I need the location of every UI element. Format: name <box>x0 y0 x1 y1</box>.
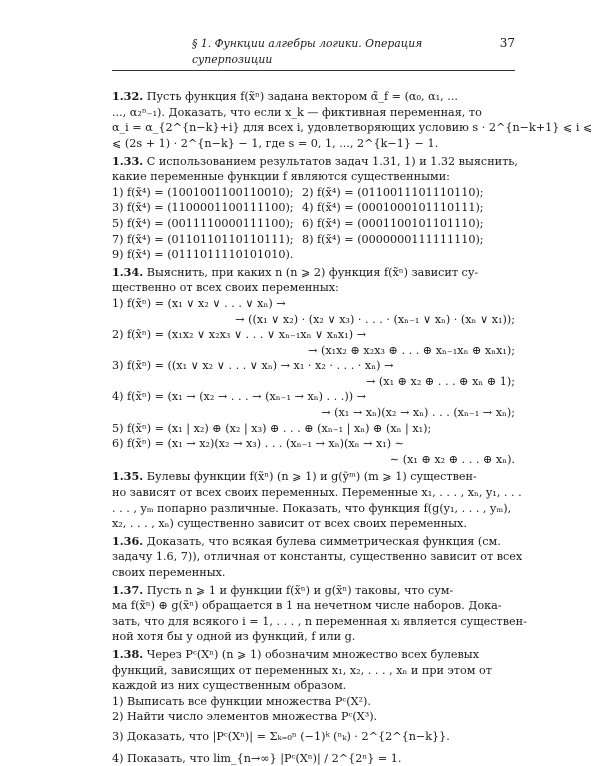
problem-1-33 <box>112 153 518 263</box>
formula-line: 3) f(x̃ⁿ) = ((x₁ ∨ x₂ ∨ . . . ∨ xₙ) → x₁ · x₂ · . . . · xₙ) → <box>112 359 394 373</box>
problem-1-35 <box>112 469 522 531</box>
list-item: 8) f(x̃⁴) = (0000000111111110); <box>302 232 484 246</box>
problem-number: 1.38. <box>112 646 144 661</box>
item-row <box>112 185 515 201</box>
problem-line <box>112 265 515 281</box>
formula-line: → (x₁ ⊕ x₂ ⊕ . . . ⊕ xₙ ⊕ 1); <box>365 374 515 388</box>
list-item: 5) f(x̃⁴) = (0011110000111100); <box>112 216 294 230</box>
list-item: 1) f(x̃⁴) = (1001001100110010); <box>112 185 294 199</box>
item-row <box>112 247 515 263</box>
problem-1-38 <box>112 647 515 766</box>
problem-line: но зависят от всех своих переменных. Переменные x₁, . . . , xₙ, y₁, . . . <box>112 486 522 500</box>
problem-line: задачу 1.6, 7)), отличная от константы, существенно зависит от всех <box>112 550 523 564</box>
problem-line <box>112 153 518 170</box>
problem-number: 1.32. <box>112 89 144 104</box>
problem-1-36 <box>112 533 523 581</box>
formula-line: 5) f(x̃ⁿ) = (x₁ | x₂) ⊕ (x₂ | x₃) ⊕ . . . ⊕ (xₙ₋₁ | xₙ) ⊕ (xₙ | x₁); <box>112 421 432 435</box>
problem-text: С использованием результатов задач 1.31, 1) и 1.32 выяснить, <box>146 154 518 168</box>
formula-line: 4) f(x̃ⁿ) = (x₁ → (x₂ → . . . → (xₙ₋₁ → xₙ) . . .)) → <box>112 390 367 404</box>
list-item: 9) f(x̃⁴) = (0111011110101010). <box>112 248 294 262</box>
problem-line: функций, зависящих от переменных x₁, x₂, . . . , xₙ и при этом от <box>112 663 492 677</box>
formula-line: → (x₁ → xₙ)(x₂ → xₙ) . . . (xₙ₋₁ → xₙ); <box>321 406 515 420</box>
list-item: 2) f(x̃⁴) = (0110011101110110); <box>302 185 484 199</box>
problem-text: Доказать, что всякая булева симметрическая функция (см. <box>146 534 501 548</box>
item-row <box>112 216 515 232</box>
problem-line: . . . , yₘ попарно различные. Показать, что функция f(g(y₁, . . . , yₘ), <box>112 501 512 515</box>
item-row <box>112 232 515 248</box>
item-row <box>112 200 515 216</box>
problem-number: 1.33. <box>112 153 144 168</box>
problem-text: Через Pᶜ(Xⁿ) (n ⩾ 1) обозначим множество всех булевых <box>146 647 480 661</box>
problem-number: 1.36. <box>112 533 144 548</box>
problem-1-37 <box>112 582 527 645</box>
problem-text: Пусть n ⩾ 1 и функции f(x̃ⁿ) и g(x̃ⁿ) таковы, что сум- <box>146 583 454 597</box>
list-item: 4) f(x̃⁴) = (0001000101110111); <box>302 201 484 215</box>
formula-line: 6) f(x̃ⁿ) = (x₁ → x₂)(x₂ → x₃) . . . (xₙ₋₁ → xₙ)(xₙ → x₁) ∼ <box>112 437 405 451</box>
problem-line: ..., α₂ⁿ₋₁). Доказать, что если x_k — фиктивная переменная, то <box>112 105 482 119</box>
problem-number: 1.34. <box>112 264 144 279</box>
formula-line: 1) f(x̃ⁿ) = (x₁ ∨ x₂ ∨ . . . ∨ xₙ) → <box>112 296 286 310</box>
problem-line: каждой из них существенным образом. <box>112 679 347 693</box>
problem-number: 1.37. <box>112 582 144 597</box>
header-title: § 1. Функции алгебры логики. Операция суперпозиции <box>192 37 423 66</box>
list-item: 2) Найти число элементов множества Pᶜ(X³). <box>112 710 378 724</box>
problem-line: щественно от всех своих переменных: <box>112 281 339 295</box>
problem-line: ма f(x̃ⁿ) ⊕ g(x̃ⁿ) обращается в 1 на нечетном числе наборов. Дока- <box>112 599 502 613</box>
formula-line: 2) f(x̃ⁿ) = (x₁x₂ ∨ x₂x₃ ∨ . . . ∨ xₙ₋₁xₙ ∨ xₙx₁) → <box>112 328 366 342</box>
problem-line <box>112 583 515 599</box>
page-number: 37 <box>499 36 515 50</box>
problem-line: какие переменные функции f являются существенными: <box>112 170 450 184</box>
list-item: 6) f(x̃⁴) = (0001100101101110); <box>302 216 484 230</box>
list-item: 4) Показать, что lim_{n→∞} |Pᶜ(Xⁿ)| / 2^{2ⁿ} = 1. <box>112 751 402 765</box>
formula-line: ∼ (x₁ ⊕ x₂ ⊕ . . . ⊕ xₙ). <box>389 452 515 466</box>
problem-line: x₂, . . . , xₙ) существенно зависит от всех своих переменных. <box>112 517 467 531</box>
problem-line: ной хотя бы у одной из функций, f или g. <box>112 630 356 644</box>
problem-line <box>112 469 515 485</box>
running-header <box>112 36 515 71</box>
problem-line: зать, что для всякого i = 1, . . . , n переменная xᵢ является существен- <box>112 614 527 628</box>
problem-1-32 <box>112 89 593 151</box>
formula-line: → (x₁x₂ ⊕ x₂x₃ ⊕ . . . ⊕ xₙ₋₁xₙ ⊕ xₙx₁); <box>308 343 515 357</box>
problem-line <box>112 89 515 105</box>
list-item: 1) Выписать все функции множества Pᶜ(X²). <box>112 694 371 708</box>
problem-line: ⩽ (2s + 1) · 2^{n−k} − 1, где s = 0, 1, ..., 2^{k−1} − 1. <box>112 136 439 150</box>
formula-line: → ((x₁ ∨ x₂) · (x₂ ∨ x₃) · . . . · (xₙ₋₁ ∨ xₙ) · (xₙ ∨ x₁)); <box>235 312 515 326</box>
list-item: 3) f(x̃⁴) = (1100001100111100); <box>112 201 294 215</box>
list-item: 7) f(x̃⁴) = (0110110110110111); <box>112 232 294 246</box>
problem-text: Выяснить, при каких n (n ⩾ 2) функция f(x̃ⁿ) зависит су- <box>146 265 479 279</box>
problem-number: 1.35. <box>112 469 144 484</box>
problem-1-34 <box>112 265 515 468</box>
problem-line: α_i = α_{2^{n−k}+i} для всех i, удовлетворяющих условию s · 2^{n−k+1} ⩽ i ⩽ <box>112 121 593 135</box>
list-item: 3) Доказать, что |Pᶜ(Xⁿ)| = Σₖ₌₀ⁿ (−1)ᵏ (ⁿₖ) · 2^{2^{n−k}}. <box>112 729 450 743</box>
problem-text: Пусть функция f(x̃ⁿ) задана вектором α̃_f = (α₀, α₁, ... <box>146 90 458 104</box>
problem-text: Булевы функции f(x̃ⁿ) (n ⩾ 1) и g(ỹᵐ) (m ⩾ 1) существен- <box>146 470 477 484</box>
problem-line <box>112 534 515 550</box>
problem-line <box>112 647 515 663</box>
problem-line: своих переменных. <box>112 566 226 579</box>
